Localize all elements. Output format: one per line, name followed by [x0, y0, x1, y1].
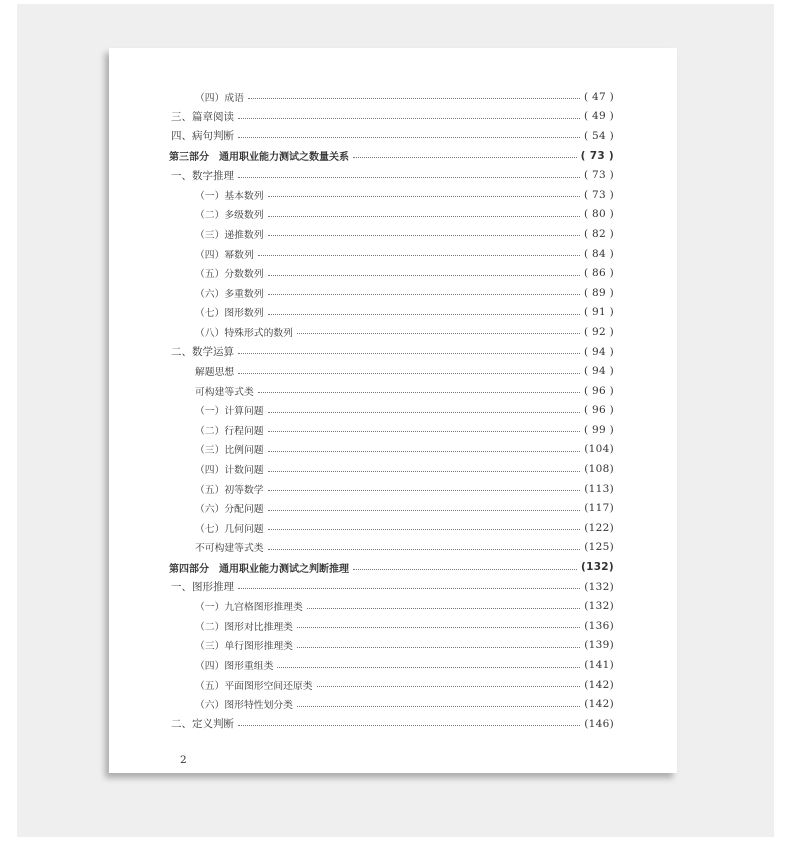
toc-entry-title: （七）几何问题: [195, 523, 264, 535]
table-of-contents: [169, 87, 614, 734]
toc-entry-title: （二）多级数列: [195, 210, 264, 222]
toc-entry-title: （六）分配问题: [195, 504, 264, 516]
dot-leader: [268, 274, 580, 276]
toc-entry-title: 四、病句判断: [171, 130, 234, 143]
toc-entry-page: (104): [584, 443, 614, 456]
toc-entry-title: 一、图形推理: [171, 581, 234, 594]
toc-entry-title: （一）九宫格图形推理类: [195, 602, 303, 614]
toc-entry-page: (132): [584, 600, 614, 613]
toc-entry-title: （一）计算问题: [195, 406, 264, 418]
toc-entry-page: (136): [584, 619, 614, 632]
dot-leader: [268, 470, 581, 472]
toc-entry: [169, 401, 614, 421]
toc-entry-title: （五）平面图形空间还原类: [195, 680, 313, 692]
dot-leader: [248, 97, 580, 99]
dot-leader: [297, 332, 580, 334]
toc-entry-title: 一、数字推理: [171, 169, 234, 182]
toc-entry: [169, 263, 614, 283]
toc-entry-page: ( 73 ): [583, 169, 614, 182]
toc-entry-page: (125): [584, 541, 614, 554]
toc-entry: [169, 244, 614, 264]
toc-entry-page: (117): [584, 502, 614, 515]
dot-leader: [238, 176, 580, 178]
toc-entry: [169, 303, 614, 323]
toc-entry: [169, 459, 614, 479]
dot-leader: [307, 607, 581, 609]
toc-entry-page: ( 73 ): [583, 188, 614, 201]
toc-entry: [169, 557, 614, 577]
toc-entry-title: （二）图形对比推理类: [195, 621, 293, 633]
toc-entry-title: 二、定义判断: [171, 718, 234, 731]
toc-entry-title: 二、数学运算: [171, 346, 234, 359]
dot-leader: [268, 234, 580, 236]
toc-entry-title: 不可构建等式类: [195, 543, 264, 555]
toc-entry-page: ( 94 ): [583, 365, 614, 378]
toc-entry-title: （二）行程问题: [195, 425, 264, 437]
toc-entry-title: （六）多重数列: [195, 288, 264, 300]
toc-entry: [169, 165, 614, 185]
toc-entry: [169, 205, 614, 225]
toc-entry: [169, 694, 614, 714]
dot-leader: [238, 352, 580, 354]
toc-entry-title: （三）比例问题: [195, 445, 264, 457]
toc-entry-page: (108): [584, 463, 614, 476]
toc-entry: [169, 518, 614, 538]
toc-entry-title: （四）图形重组类: [195, 661, 274, 673]
toc-entry-page: ( 91 ): [583, 306, 614, 319]
toc-entry: [169, 283, 614, 303]
toc-entry: [169, 636, 614, 656]
toc-entry: [169, 596, 614, 616]
toc-entry: [169, 714, 614, 734]
document-page: [109, 48, 677, 773]
toc-entry-page: ( 96 ): [583, 404, 614, 417]
toc-entry-title: （三）递推数列: [195, 229, 264, 241]
toc-entry-page: (122): [584, 521, 614, 534]
dot-leader: [238, 136, 580, 138]
toc-entry-page: ( 94 ): [583, 345, 614, 358]
toc-entry-title: （三）单行图形推理类: [195, 641, 293, 653]
toc-entry: [169, 498, 614, 518]
dot-leader: [353, 568, 577, 570]
toc-entry: [169, 655, 614, 675]
toc-entry: [169, 185, 614, 205]
toc-entry-page: ( 84 ): [583, 247, 614, 260]
toc-entry-page: ( 54 ): [583, 129, 614, 142]
toc-entry-page: (139): [584, 639, 614, 652]
dot-leader: [268, 215, 580, 217]
toc-entry-page: (132): [580, 561, 614, 574]
dot-leader: [268, 548, 581, 550]
dot-leader: [268, 195, 580, 197]
dot-leader: [238, 372, 580, 374]
toc-entry-page: ( 49 ): [583, 110, 614, 123]
toc-entry-title: 三、篇章阅读: [171, 110, 234, 123]
toc-entry: [169, 107, 614, 127]
toc-entry-page: (113): [584, 482, 614, 495]
toc-entry: [169, 87, 614, 107]
dot-leader: [238, 117, 580, 119]
toc-entry-title: （七）图形数列: [195, 308, 264, 320]
dot-leader: [277, 666, 580, 668]
dot-leader: [238, 587, 580, 589]
toc-entry-page: ( 82 ): [583, 227, 614, 240]
toc-entry-title: 第三部分 通用职业能力测试之数量关系: [169, 152, 349, 164]
toc-entry-title: （五）分数数列: [195, 269, 264, 281]
toc-entry: [169, 538, 614, 558]
toc-entry: [169, 146, 614, 166]
toc-entry-page: ( 86 ): [583, 267, 614, 280]
toc-entry-page: ( 47 ): [583, 90, 614, 103]
dot-leader: [268, 509, 581, 511]
toc-entry: [169, 322, 614, 342]
dot-leader: [353, 156, 577, 158]
dot-leader: [297, 626, 580, 628]
dot-leader: [258, 254, 580, 256]
toc-entry-page: ( 99 ): [583, 423, 614, 436]
toc-entry-title: （一）基本数列: [195, 190, 264, 202]
toc-entry-page: ( 96 ): [583, 384, 614, 397]
dot-leader: [268, 450, 581, 452]
toc-entry-title: （六）图形特性划分类: [195, 700, 293, 712]
toc-entry: [169, 361, 614, 381]
toc-entry-page: (146): [584, 717, 614, 730]
toc-entry: [169, 381, 614, 401]
toc-entry-title: （四）成语: [195, 92, 244, 104]
toc-entry: [169, 126, 614, 146]
toc-entry-title: 解题思想: [195, 367, 235, 379]
toc-entry: [169, 440, 614, 460]
toc-entry: [169, 479, 614, 499]
toc-entry-title: 可构建等式类: [195, 386, 254, 398]
dot-leader: [268, 313, 580, 315]
page-number: 2: [180, 754, 187, 766]
dot-leader: [268, 528, 581, 530]
toc-entry: [169, 224, 614, 244]
toc-entry-page: ( 80 ): [583, 208, 614, 221]
toc-entry-page: ( 73 ): [580, 149, 614, 162]
toc-entry-page: ( 92 ): [583, 325, 614, 338]
toc-entry: [169, 616, 614, 636]
toc-entry-page: (132): [584, 580, 614, 593]
dot-leader: [258, 391, 580, 393]
toc-entry-title: （四）幂数列: [195, 249, 254, 261]
toc-entry: [169, 420, 614, 440]
dot-leader: [268, 489, 581, 491]
toc-entry-title: 第四部分 通用职业能力测试之判断推理: [169, 563, 349, 575]
dot-leader: [268, 430, 580, 432]
toc-entry-title: （四）计数问题: [195, 465, 264, 477]
dot-leader: [268, 411, 580, 413]
dot-leader: [238, 724, 580, 726]
dot-leader: [317, 685, 581, 687]
toc-entry-title: （八）特殊形式的数列: [195, 327, 293, 339]
toc-entry-page: (142): [584, 678, 614, 691]
toc-entry-page: (141): [584, 659, 614, 672]
dot-leader: [297, 646, 580, 648]
toc-entry: [169, 675, 614, 695]
toc-entry: [169, 577, 614, 597]
toc-entry-title: （五）初等数学: [195, 484, 264, 496]
dot-leader: [268, 293, 580, 295]
dot-leader: [297, 705, 580, 707]
toc-entry-page: (142): [584, 698, 614, 711]
toc-entry-page: ( 89 ): [583, 286, 614, 299]
toc-entry: [169, 342, 614, 362]
